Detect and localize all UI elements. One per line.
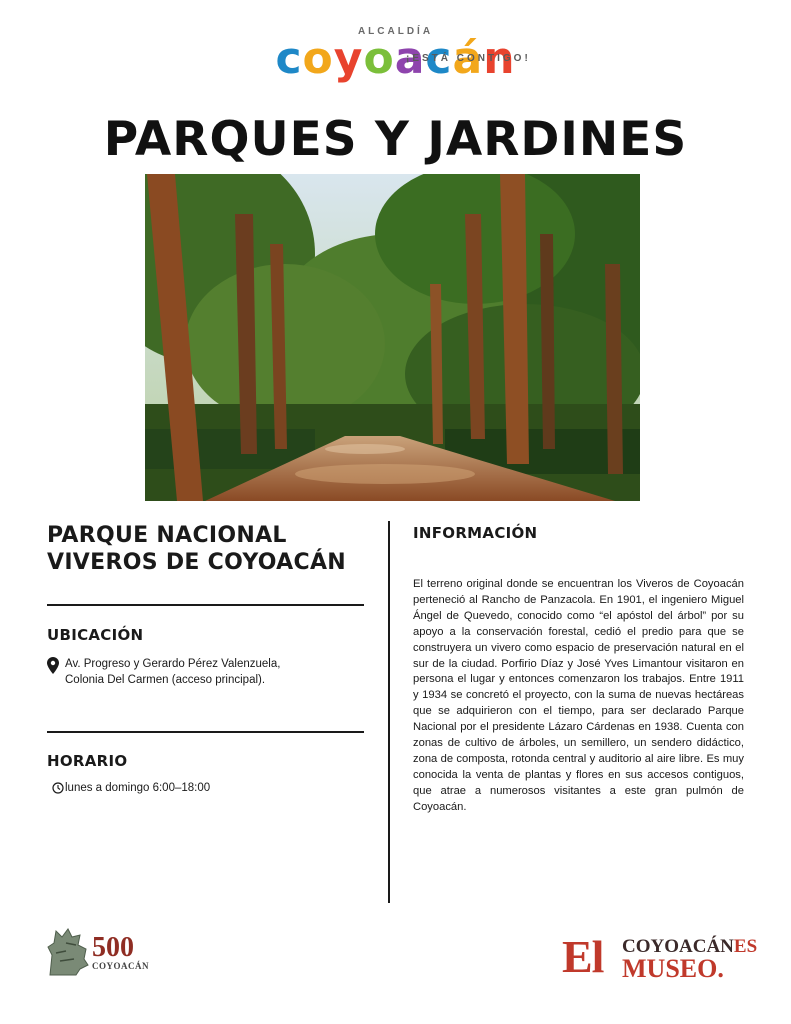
logo-letter: á <box>452 33 484 84</box>
clock-icon <box>52 782 64 794</box>
address-block <box>47 656 367 688</box>
logo-letter: n <box>483 33 516 84</box>
logo-letter: c <box>275 33 303 84</box>
logo-top-text: ALCALDÍA <box>357 26 434 37</box>
badge-sub: COYOACÁN <box>92 961 149 971</box>
schedule-heading: HORARIO <box>47 752 128 770</box>
museo-top-b: ES <box>733 936 758 957</box>
page-title: PARQUES Y JARDINES <box>103 112 688 167</box>
logo-letter: a <box>394 33 426 84</box>
info-body: El terreno original donde se encuentran los Viveros de Coyoacán perteneció al Rancho de Panzacola. En 1901, el ingeniero Miguel Ángel de Quevedo, conocido como “el apóstol del árbol” por su apoyo a la conservación forestal, cedió el predio para que se construyera un vivero como espacio de preservación natural en el sur de la ciudad. Porfirio Díaz y José Yves Limantour visitaron en persona el lugar y entonces comenzaron los trabajos. Entre 1911 y 1934 se concretó el proyecto, con la suma de nuevas hectáreas que se adquirieron con el tiempo, para ser declarado Parque Nacional por el presidente Lázaro Cárdenas en 1938. Cuenta con zonas de cultivo de árboles, un semillero, un sendero didáctico, zona de composta, rotonda central y auditorio al aire libre. Es muy conocida la venta de plantas y flores en sus accesos contiguos, que atrae a numerosos visitantes a este gran pulmón de Coyoacán. <box>413 578 744 813</box>
museo-bottom: MUSEO. <box>622 954 724 983</box>
logo-wordmark <box>0 33 791 84</box>
park-name <box>47 522 367 576</box>
divider-rule <box>47 731 364 733</box>
logo-letter: y <box>333 33 364 84</box>
column-divider <box>388 521 390 903</box>
logo-letter: o <box>302 33 334 84</box>
location-heading: UBICACIÓN <box>47 626 144 644</box>
hours-text: lunes a domingo 6:00–18:00 <box>65 782 211 794</box>
logo-letter: o <box>363 33 395 84</box>
logo-tagline: ¡ESTÁ CONTIGO! <box>406 53 531 64</box>
hours-block <box>52 782 210 794</box>
info-heading: INFORMACIÓN <box>413 524 538 542</box>
museo-el: El <box>562 931 604 982</box>
logo-letter: c <box>425 33 453 84</box>
address-line2: Colonia Del Carmen (acceso principal). <box>65 674 266 686</box>
coyote-emblem-icon <box>46 925 90 982</box>
museo-top-a: COYOACÁN <box>622 936 734 957</box>
park-name-line2: VIVEROS DE COYOACÁN <box>47 550 346 575</box>
coyoacan-500-logo <box>46 925 156 981</box>
address-line1: Av. Progreso y Gerardo Pérez Valenzuela, <box>65 658 281 670</box>
coyoacan-logo <box>0 26 791 84</box>
map-pin-icon <box>47 657 61 688</box>
divider-rule <box>47 604 364 606</box>
coyoacan-es-museo-logo <box>562 931 758 983</box>
badge-number: 500 <box>92 932 134 963</box>
park-photo <box>145 174 640 501</box>
park-name-line1: PARQUE NACIONAL <box>47 523 287 548</box>
